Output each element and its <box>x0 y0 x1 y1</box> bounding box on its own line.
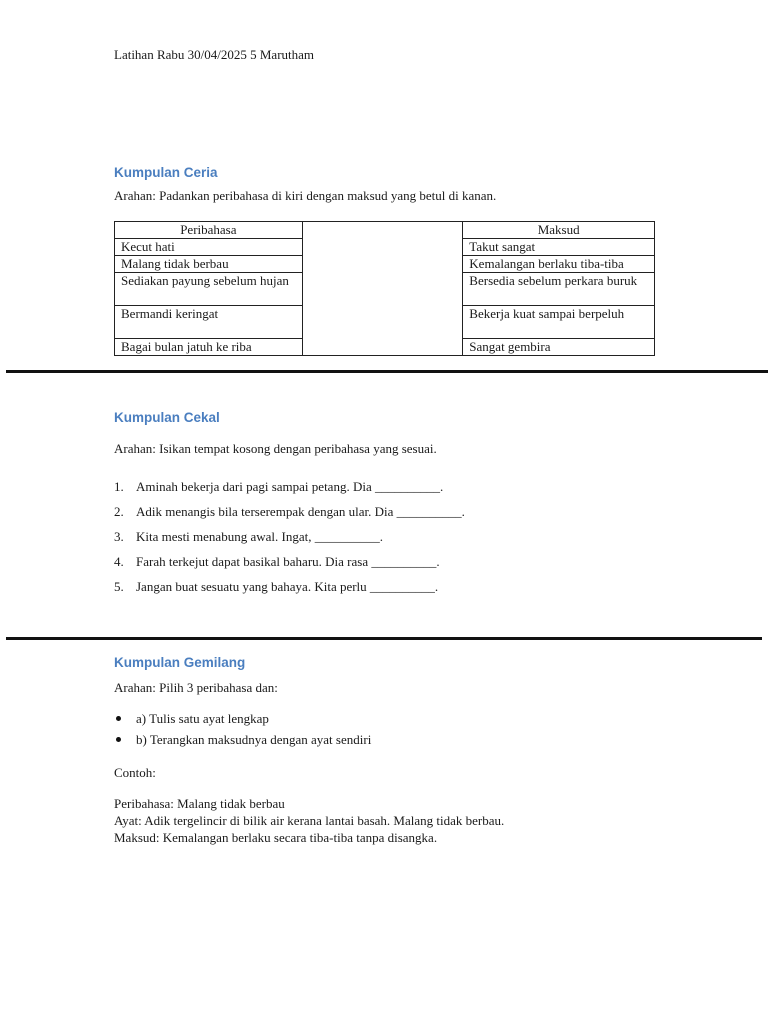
example-block <box>114 795 734 846</box>
maksud-cell: Bekerja kuat sampai berpeluh <box>463 306 655 339</box>
item-text: Adik menangis bila terserempak dengan ular. Dia __________. <box>136 504 465 519</box>
section-divider <box>6 637 762 640</box>
task-bullet-list <box>114 710 614 752</box>
ceria-instruction: Arahan: Padankan peribahasa di kiri dengan maksud yang betul di kanan. <box>114 188 497 203</box>
item-number: 2. <box>114 504 124 519</box>
item-text: Farah terkejut dapat basikal baharu. Dia rasa __________. <box>136 554 440 569</box>
peribahasa-cell: Malang tidak berbau <box>115 256 303 273</box>
matching-gap <box>302 222 463 356</box>
col-header-maksud: Maksud <box>463 222 655 239</box>
cekal-instruction: Arahan: Isikan tempat kosong dengan peribahasa yang sesuai. <box>114 441 437 456</box>
matching-table <box>114 221 655 356</box>
example-label: Contoh: <box>114 765 156 780</box>
bullet-item: a) Tulis satu ayat lengkap <box>114 710 614 731</box>
item-number: 1. <box>114 479 124 494</box>
list-item <box>114 478 674 503</box>
list-item <box>114 503 674 528</box>
maksud-cell: Takut sangat <box>463 239 655 256</box>
section-title-gemilang: Kumpulan Gemilang <box>114 655 246 670</box>
table-header-row <box>115 222 655 239</box>
list-item <box>114 578 674 603</box>
list-item <box>114 528 674 553</box>
gemilang-instruction: Arahan: Pilih 3 peribahasa dan: <box>114 680 278 695</box>
maksud-cell: Kemalangan berlaku tiba-tiba <box>463 256 655 273</box>
maksud-cell: Sangat gembira <box>463 339 655 356</box>
peribahasa-cell: Sediakan payung sebelum hujan <box>115 273 303 306</box>
example-line-maksud: Maksud: Kemalangan berlaku secara tiba-tiba tanpa disangka. <box>114 830 438 845</box>
bullet-item: b) Terangkan maksudnya dengan ayat sendiri <box>114 731 614 752</box>
example-line-ayat: Ayat: Adik tergelincir di bilik air kerana lantai basah. Malang tidak berbau. <box>114 813 505 828</box>
item-number: 5. <box>114 579 124 594</box>
section-divider <box>6 370 768 373</box>
peribahasa-cell: Bagai bulan jatuh ke riba <box>115 339 303 356</box>
example-line-peribahasa: Peribahasa: Malang tidak berbau <box>114 796 285 811</box>
item-number: 4. <box>114 554 124 569</box>
item-text: Aminah bekerja dari pagi sampai petang. Dia __________. <box>136 479 444 494</box>
peribahasa-cell: Bermandi keringat <box>115 306 303 339</box>
item-text: Jangan buat sesuatu yang bahaya. Kita perlu __________. <box>136 579 439 594</box>
list-item <box>114 553 674 578</box>
peribahasa-cell: Kecut hati <box>115 239 303 256</box>
item-text: Kita mesti menabung awal. Ingat, __________. <box>136 529 383 544</box>
item-number: 3. <box>114 529 124 544</box>
section-title-cekal: Kumpulan Cekal <box>114 410 220 425</box>
maksud-cell: Bersedia sebelum perkara buruk <box>463 273 655 306</box>
section-title-ceria: Kumpulan Ceria <box>114 165 218 180</box>
worksheet-header: Latihan Rabu 30/04/2025 5 Marutham <box>114 47 315 62</box>
fill-blank-list <box>114 478 674 603</box>
col-header-peribahasa: Peribahasa <box>115 222 303 239</box>
